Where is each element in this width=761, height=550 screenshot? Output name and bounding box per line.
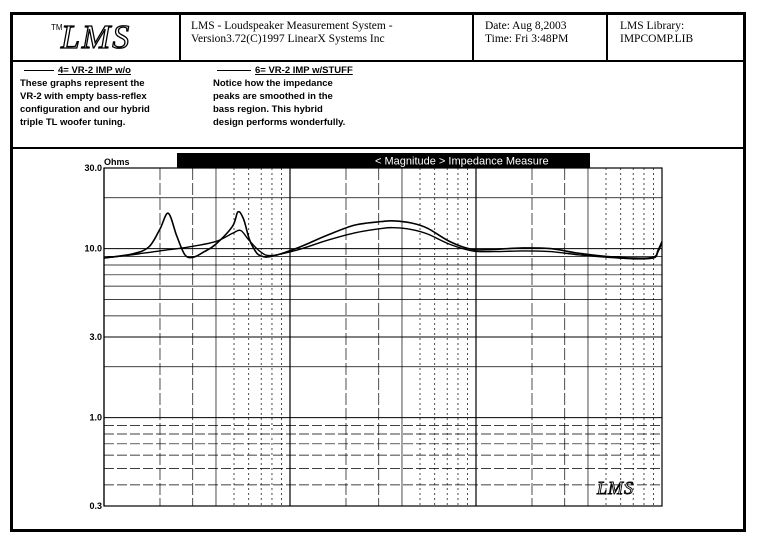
system-line-2: Version3.72(C)1997 LinearX Systems Inc <box>191 33 385 45</box>
date-line: Date: Aug 8,2003 <box>485 20 567 32</box>
lms-logo-text: LMS <box>61 19 132 56</box>
legend-note-line: Notice how the impedance <box>213 78 333 89</box>
trademark-mark: TM <box>51 23 63 32</box>
legend-note-line: bass region. This hybrid <box>213 104 323 115</box>
legend-name-2: 6= VR-2 IMP w/STUFF <box>213 64 403 77</box>
legend-note-line: peaks are smoothed in the <box>213 91 333 102</box>
chart-series <box>104 212 662 259</box>
y-tick-label: 0.3 <box>89 501 102 511</box>
y-tick-label: 3.0 <box>89 332 102 342</box>
y-tick-label: 10.0 <box>84 243 102 254</box>
system-line-1: LMS - Loudspeaker Measurement System - <box>191 20 393 32</box>
legend-name-1: 4= VR-2 IMP w/o <box>20 64 205 77</box>
legend-note-line: VR-2 with empty bass-reflex <box>20 91 147 102</box>
legend-note-line: triple TL woofer tuning. <box>20 117 126 128</box>
y-axis-label: Ohms <box>104 157 130 167</box>
time-line: Time: Fri 3:48PM <box>485 33 569 45</box>
y-tick-label: 1.0 <box>89 412 102 423</box>
series-line-1 <box>104 212 662 259</box>
legend-note-line: configuration and our hybrid <box>20 104 150 115</box>
chart-grid <box>104 168 662 506</box>
lms-watermark: LMS <box>597 478 635 498</box>
series-line-2 <box>104 228 662 259</box>
library-file: IMPCOMP.LIB <box>620 33 694 45</box>
chart-title: < Magnitude > Impedance Measure <box>375 155 549 168</box>
y-tick-label: 30.0 <box>84 163 102 173</box>
library-label: LMS Library: <box>620 20 685 32</box>
legend-note-line: design performs wonderfully. <box>213 117 346 128</box>
y-ticks <box>84 163 102 511</box>
legend-note-line: These graphs represent the <box>20 78 145 89</box>
